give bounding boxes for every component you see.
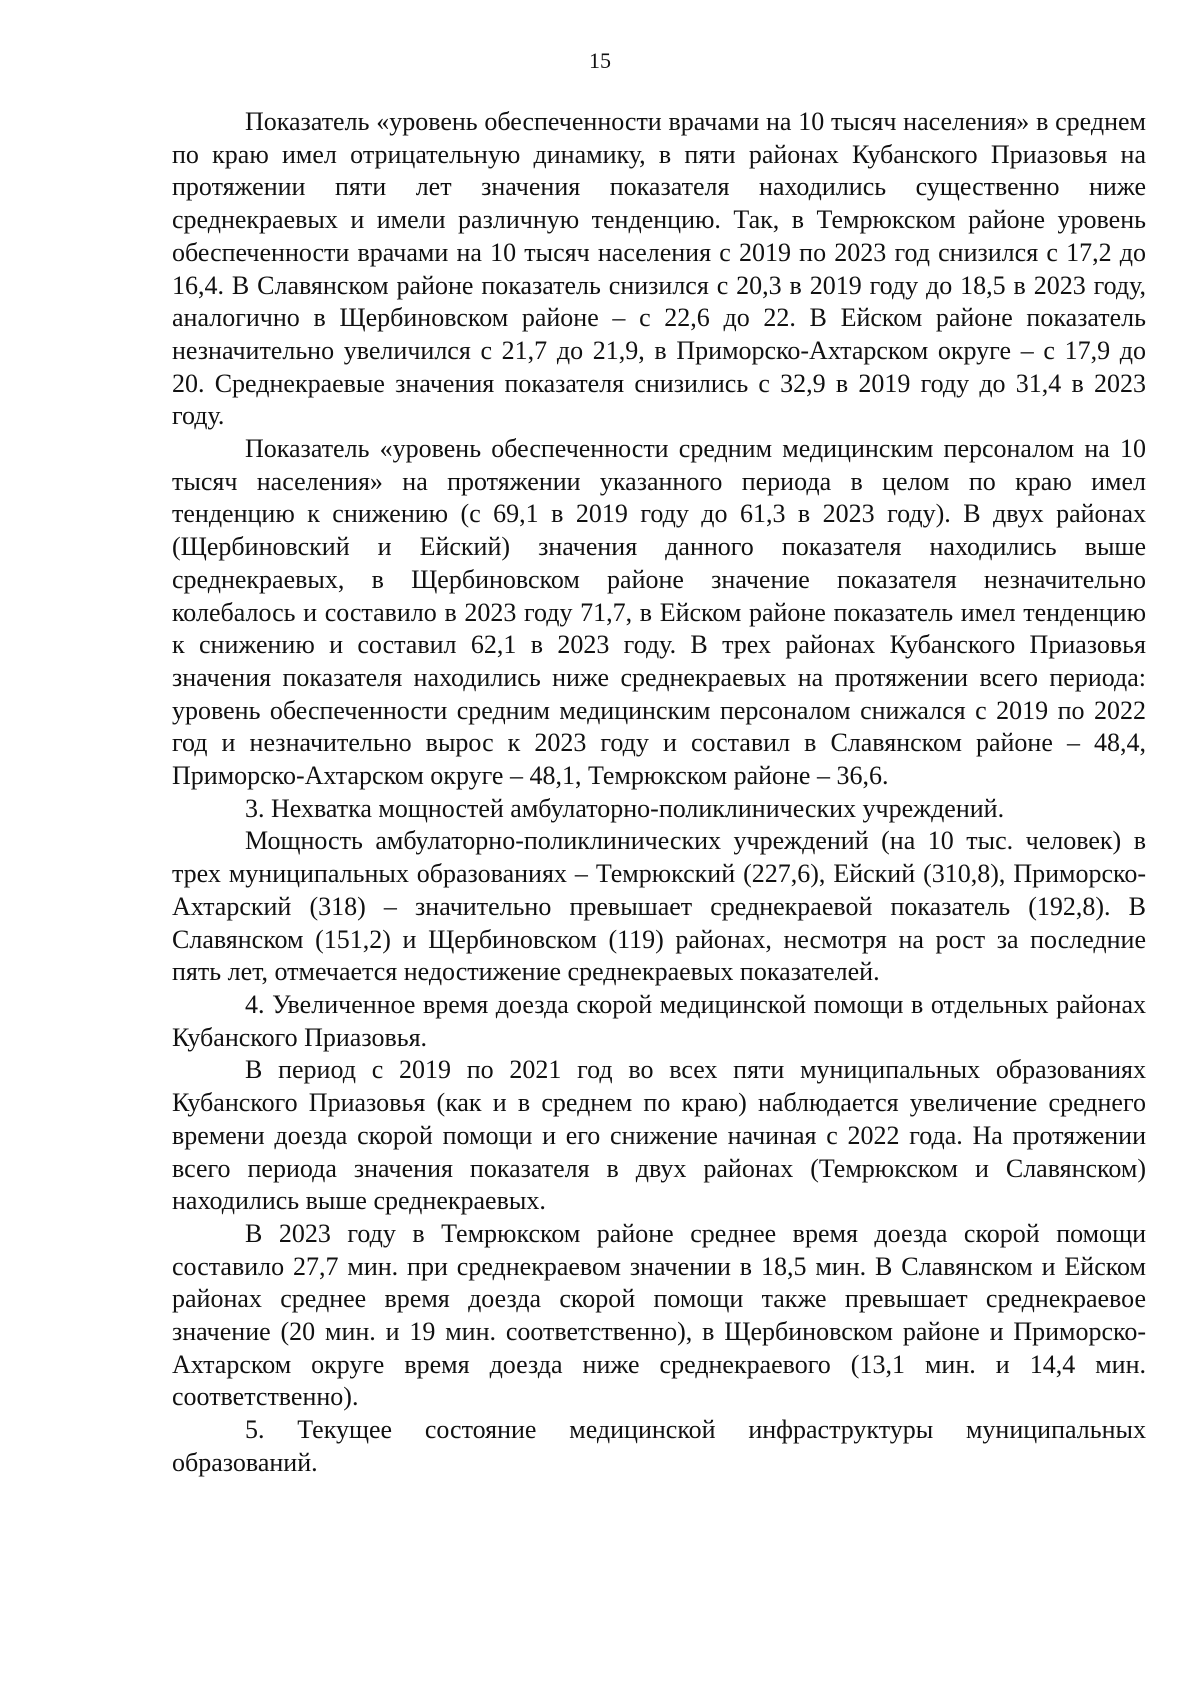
paragraph-ambulance-2023: В 2023 году в Темрюкском районе среднее время доезда скорой помощи составило 27,7 мин. при среднекраевом значении в 18,5 мин. В Славянском и Ейском районах среднее время доезда скорой помощи также превышает среднекраевое значение (20 мин. и 19 мин. соответственно), в Щербиновском районе и Приморско-Ахтарском округе время доезда ниже среднекраевого (13,1 мин. и 14,4 мин. соответственно). <box>172 1218 1146 1412</box>
paragraph-doctors-supply: Показатель «уровень обеспеченности врачами на 10 тысяч населения» в среднем по краю имел отрицательную динамику, в пяти районах Кубанского Приазовья на протяжении пяти лет значения показателя находились существенно ниже среднекраевых и имели различную тенденцию. Так, в Темрюкском районе уровень обеспеченности врачами на 10 тысяч населения с 2019 по 2023 год снизился с 17,2 до 16,4. В Славянском районе показатель снизился с 20,3 в 2019 году до 18,5 в 2023 году, аналогично в Щербиновском районе – с 22,6 до 22. В Ейском районе показатель незначительно увеличился с 21,7 до 21,9, в Приморско-Ахтарском округе – с 17,9 до 20. Среднекраевые значения показателя снизились с 32,9 в 2019 году до 31,4 в 2023 году. <box>172 107 1146 431</box>
paragraph-outpatient-capacity: Мощность амбулаторно-поликлинических учреждений (на 10 тыс. человек) в трех муниципальных образованиях – Темрюкский (227,6), Ейский (310,8), Приморско-Ахтарский (318) – значительно превышает среднекраевой показатель (192,8). В Славянском (151,2) и Щербиновском (119) районах, несмотря на рост за последние пять лет, отмечается недостижение среднекраевых показателей. <box>172 826 1146 987</box>
page-number: 15 <box>589 48 611 73</box>
paragraph-heading-infrastructure: 5. Текущее состояние медицинской инфраструктуры муниципальных образований. <box>172 1415 1146 1477</box>
paragraph-ambulance-trend: В период с 2019 по 2021 год во всех пяти муниципальных образованиях Кубанского Приазовья (как и в среднем по краю) наблюдается увеличение среднего времени доезда скорой помощи и его снижение начиная с 2022 года. На протяжении всего периода значения показателя в двух районах (Темрюкском и Славянском) находились выше среднекраевых. <box>172 1055 1146 1216</box>
paragraph-heading-ambulance-time: 4. Увеличенное время доезда скорой медицинской помощи в отдельных районах Кубанского Приазовья. <box>172 989 1146 1052</box>
paragraph-heading-outpatient-capacity: 3. Нехватка мощностей амбулаторно-поликлинических учреждений. <box>245 793 1005 823</box>
body-text <box>172 106 1146 1480</box>
paragraph-nursing-staff-supply: Показатель «уровень обеспеченности средним медицинским персоналом на 10 тысяч населения» на протяжении указанного периода в целом по краю имел тенденцию к снижению (с 69,1 в 2019 году до 61,3 в 2023 году). В двух районах (Щербиновский и Ейский) значения данного показателя находились выше среднекраевых, в Щербиновском районе значение показателя незначительно колебалось и составило в 2023 году 71,7, в Ейском районе показатель имел тенденцию к снижению и составил 62,1 в 2023 году. В трех районах Кубанского Приазовья значения показателя находились ниже среднекраевых на протяжении всего периода: уровень обеспеченности средним медицинским персоналом снижался с 2019 по 2022 год и незначительно вырос к 2023 году и составил в Славянском районе – 48,4, Приморско-Ахтарском округе – 48,1, Темрюкском районе – 36,6. <box>172 434 1146 791</box>
